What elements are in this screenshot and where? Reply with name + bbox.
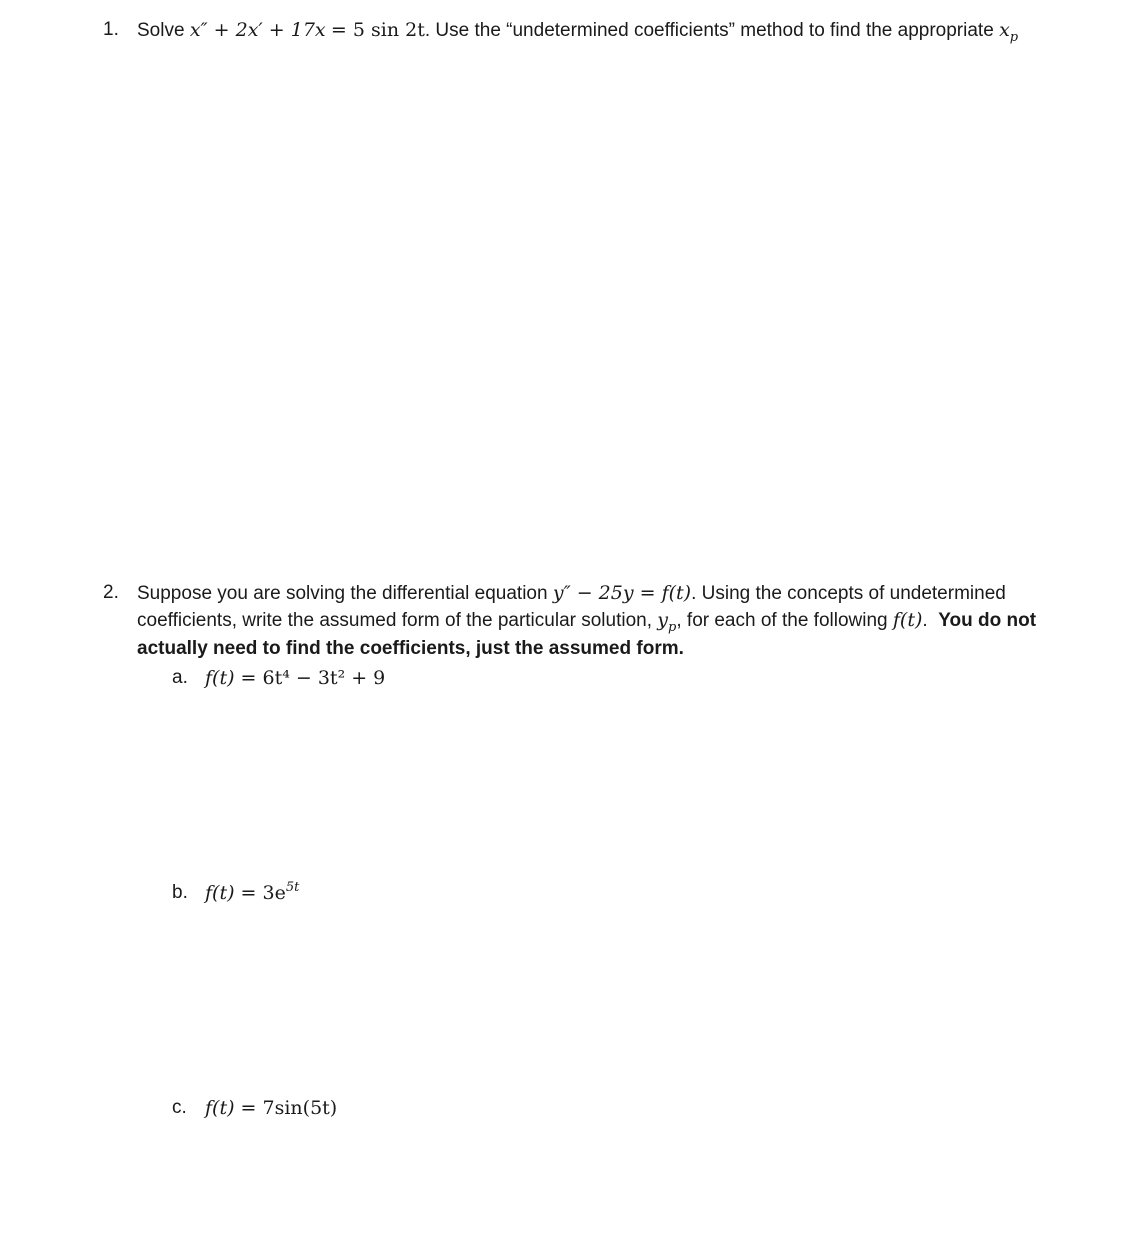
question-1-text — [137, 16, 1018, 45]
part-c-equation — [205, 1094, 337, 1123]
part-b-exponent: 5t — [285, 880, 300, 895]
q2-line-1 — [137, 579, 1006, 608]
part-c-label: c. — [172, 1097, 187, 1118]
q1-equation-rhs: = 5 sin 2t — [330, 19, 425, 41]
part-a-expr: 6t⁴ − 3t² + 9 — [262, 667, 386, 689]
part-b-equation — [205, 879, 299, 908]
q1-text-after: . Use the “undetermined coefficients” method to find the appropriate — [424, 20, 994, 41]
part-b-base: 3e — [262, 882, 286, 904]
q2-line-2 — [137, 606, 1036, 635]
q2-line1-tail: . Using the concepts of undetermined — [691, 583, 1006, 604]
q1-equation-lhs: x″ + 2x′ + 17x — [189, 19, 326, 41]
part-b-lhs: f(t) = — [205, 882, 263, 904]
q1-xp-symbol: $x_p$ — [999, 19, 1019, 45]
q2-bold-note-1: You do not — [938, 610, 1037, 631]
q2-equation: y″ − 25y = f(t) — [552, 582, 692, 604]
part-c-lhs: f(t) = — [205, 1097, 263, 1119]
q2-line-3 — [137, 635, 684, 663]
part-c-expr: 7sin(5t) — [262, 1097, 338, 1119]
question-2-number: 2. — [103, 582, 119, 603]
q1-text-before: Solve — [137, 20, 185, 41]
q2-yp-symbol: $y_p$ — [657, 609, 677, 635]
q2-line2-text: coefficients, write the assumed form of the particular solution, — [137, 610, 653, 631]
part-a-lhs: f(t) = — [205, 667, 263, 689]
q2-ft: f(t) — [892, 609, 923, 631]
part-b-label: b. — [172, 882, 188, 903]
q2-line1-text: Suppose you are solving the differential equation — [137, 583, 548, 604]
q2-bold-note-2: actually need to find the coefficients, just the assumed form. — [137, 638, 684, 659]
part-a-equation — [205, 664, 385, 693]
q2-line2-end: . — [922, 610, 928, 631]
question-1-number: 1. — [103, 19, 119, 40]
q2-line2-mid: , for each of the following — [676, 610, 888, 631]
part-a-label: a. — [172, 667, 188, 688]
